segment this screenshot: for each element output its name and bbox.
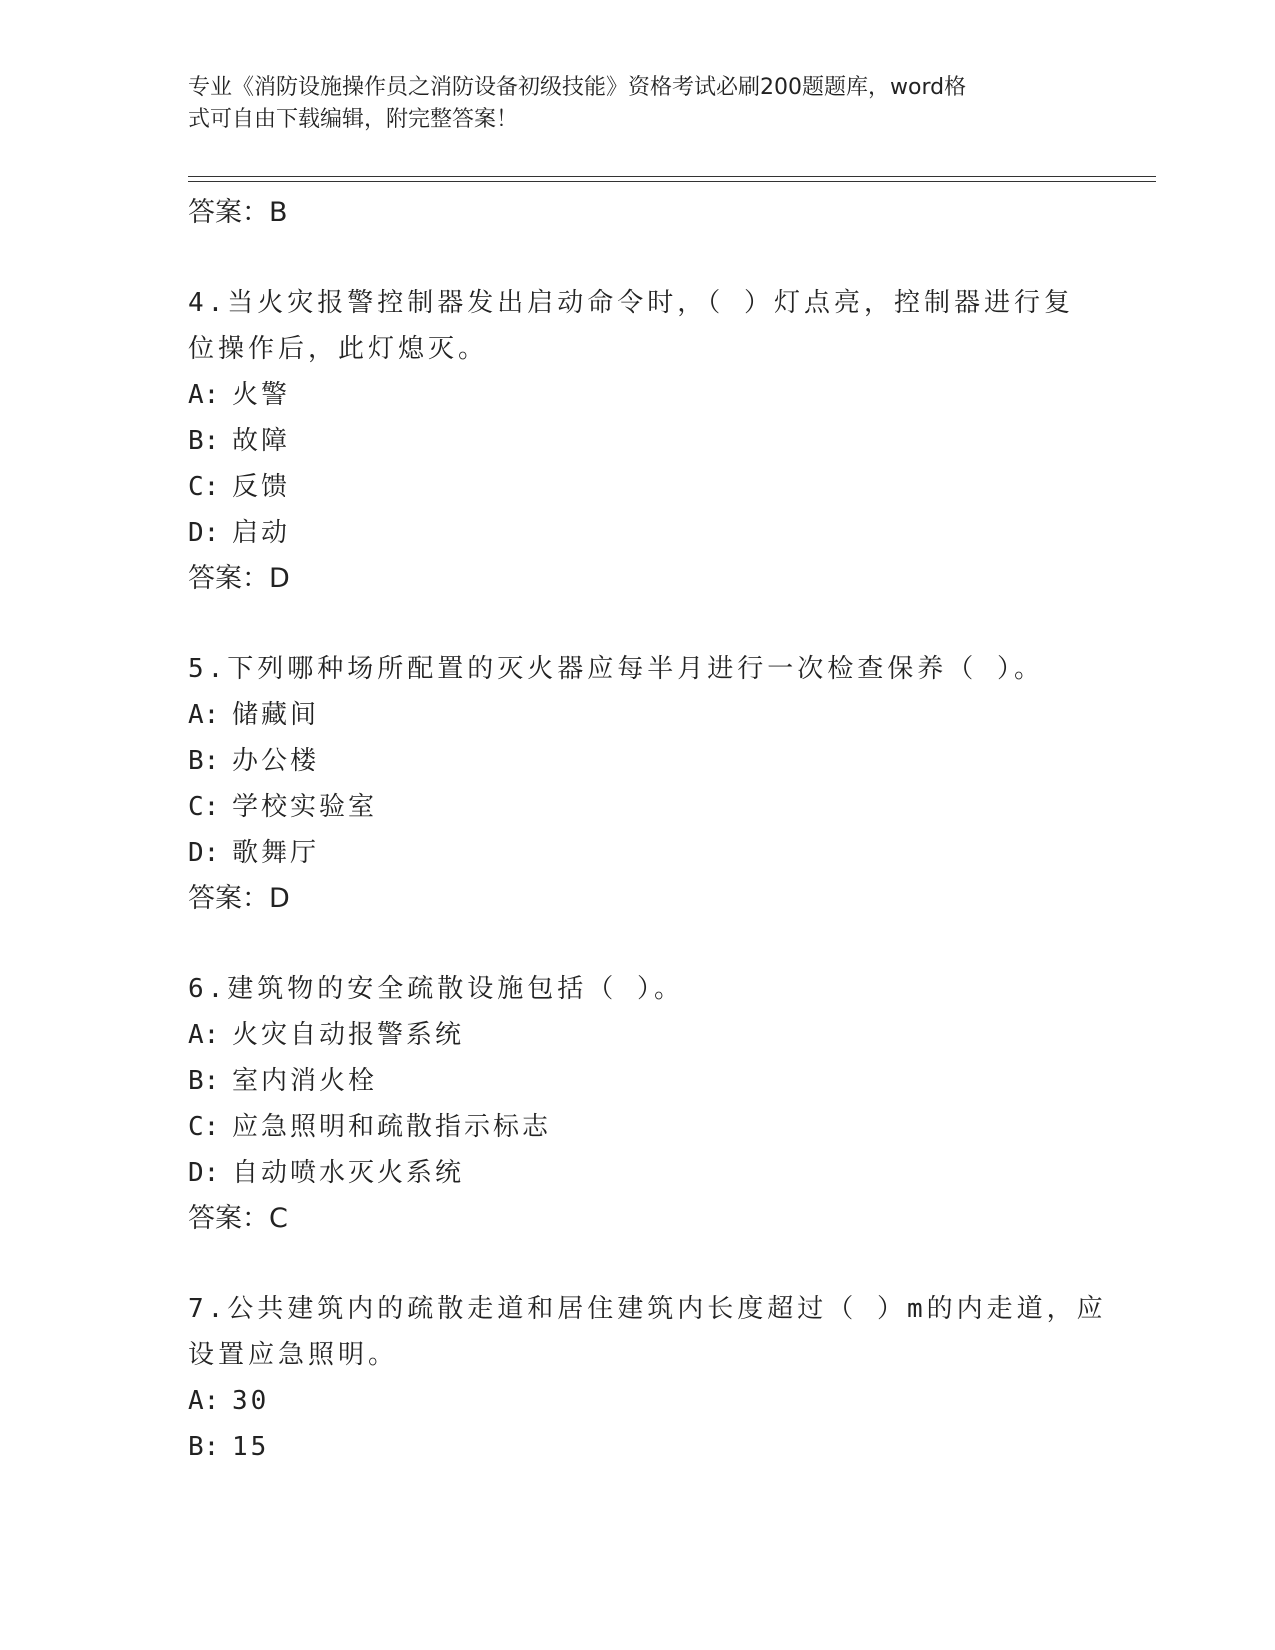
question-text: 位操作后，此灯熄灭。 — [188, 334, 489, 364]
option-b — [188, 1058, 1148, 1104]
option-a — [188, 372, 1148, 418]
option-b — [188, 738, 1148, 784]
option-text: 室内消火栓 — [232, 1066, 378, 1096]
option-key: D: — [188, 838, 220, 868]
option-c — [188, 784, 1148, 830]
option-text: 故障 — [232, 426, 291, 456]
option-text: 应急照明和疏散指示标志 — [232, 1112, 552, 1142]
option-text: 自动喷水灭火系统 — [232, 1158, 465, 1188]
option-b — [188, 1424, 1148, 1470]
option-a — [188, 1012, 1148, 1058]
option-text: 办公楼 — [232, 746, 320, 776]
option-key: A: — [188, 380, 220, 410]
option-key: D: — [188, 1158, 220, 1188]
option-text: 启动 — [232, 518, 291, 548]
option-b — [188, 418, 1148, 464]
option-key: A: — [188, 1020, 220, 1050]
question-block — [188, 280, 1148, 602]
option-key: B: — [188, 1066, 220, 1096]
option-text: 30 — [232, 1386, 270, 1416]
option-a — [188, 692, 1148, 738]
answer-line: 答案：D — [188, 563, 290, 594]
option-key: C: — [188, 472, 220, 502]
option-key: B: — [188, 426, 220, 456]
option-c — [188, 464, 1148, 510]
answer-line: 答案：B — [188, 197, 288, 228]
header-divider-bottom — [188, 181, 1156, 182]
question-block — [188, 966, 1148, 1242]
question-text: 7.公共建筑内的疏散走道和居住建筑内长度超过（ ）m的内走道，应 — [188, 1294, 1107, 1324]
option-key: D: — [188, 518, 220, 548]
question-block — [188, 646, 1148, 922]
option-text: 火警 — [232, 380, 291, 410]
option-key: A: — [188, 1386, 220, 1416]
header-line-2: 式可自由下载编辑，附完整答案！ — [188, 107, 519, 132]
question-text: 设置应急照明。 — [188, 1340, 399, 1370]
option-text: 歌舞厅 — [232, 838, 320, 868]
option-d — [188, 1150, 1148, 1196]
answer-line: 答案：D — [188, 883, 290, 914]
question-block — [188, 1286, 1148, 1470]
option-key: C: — [188, 1112, 220, 1142]
option-text: 火灾自动报警系统 — [232, 1020, 465, 1050]
document-header — [188, 72, 1088, 136]
header-line-1: 专业《消防设施操作员之消防设备初级技能》资格考试必刷200题题库，word格 — [188, 75, 967, 100]
option-key: B: — [188, 746, 220, 776]
question-list — [188, 190, 1148, 1470]
option-text: 15 — [232, 1432, 270, 1462]
question-text: 5.下列哪种场所配置的灭火器应每半月进行一次检查保养（ ）。 — [188, 654, 1044, 684]
option-key: A: — [188, 700, 220, 730]
option-key: B: — [188, 1432, 220, 1462]
option-a — [188, 1378, 1148, 1424]
option-key: C: — [188, 792, 220, 822]
question-text: 6.建筑物的安全疏散设施包括（ ）。 — [188, 974, 684, 1004]
header-divider-top — [188, 176, 1156, 177]
option-d — [188, 830, 1148, 876]
option-d — [188, 510, 1148, 556]
answer-line: 答案：C — [188, 1203, 288, 1234]
option-text: 反馈 — [232, 472, 291, 502]
question-text: 4.当火灾报警控制器发出启动命令时，（ ）灯点亮，控制器进行复 — [188, 288, 1074, 318]
option-text: 储藏间 — [232, 700, 320, 730]
option-text: 学校实验室 — [232, 792, 378, 822]
option-c — [188, 1104, 1148, 1150]
